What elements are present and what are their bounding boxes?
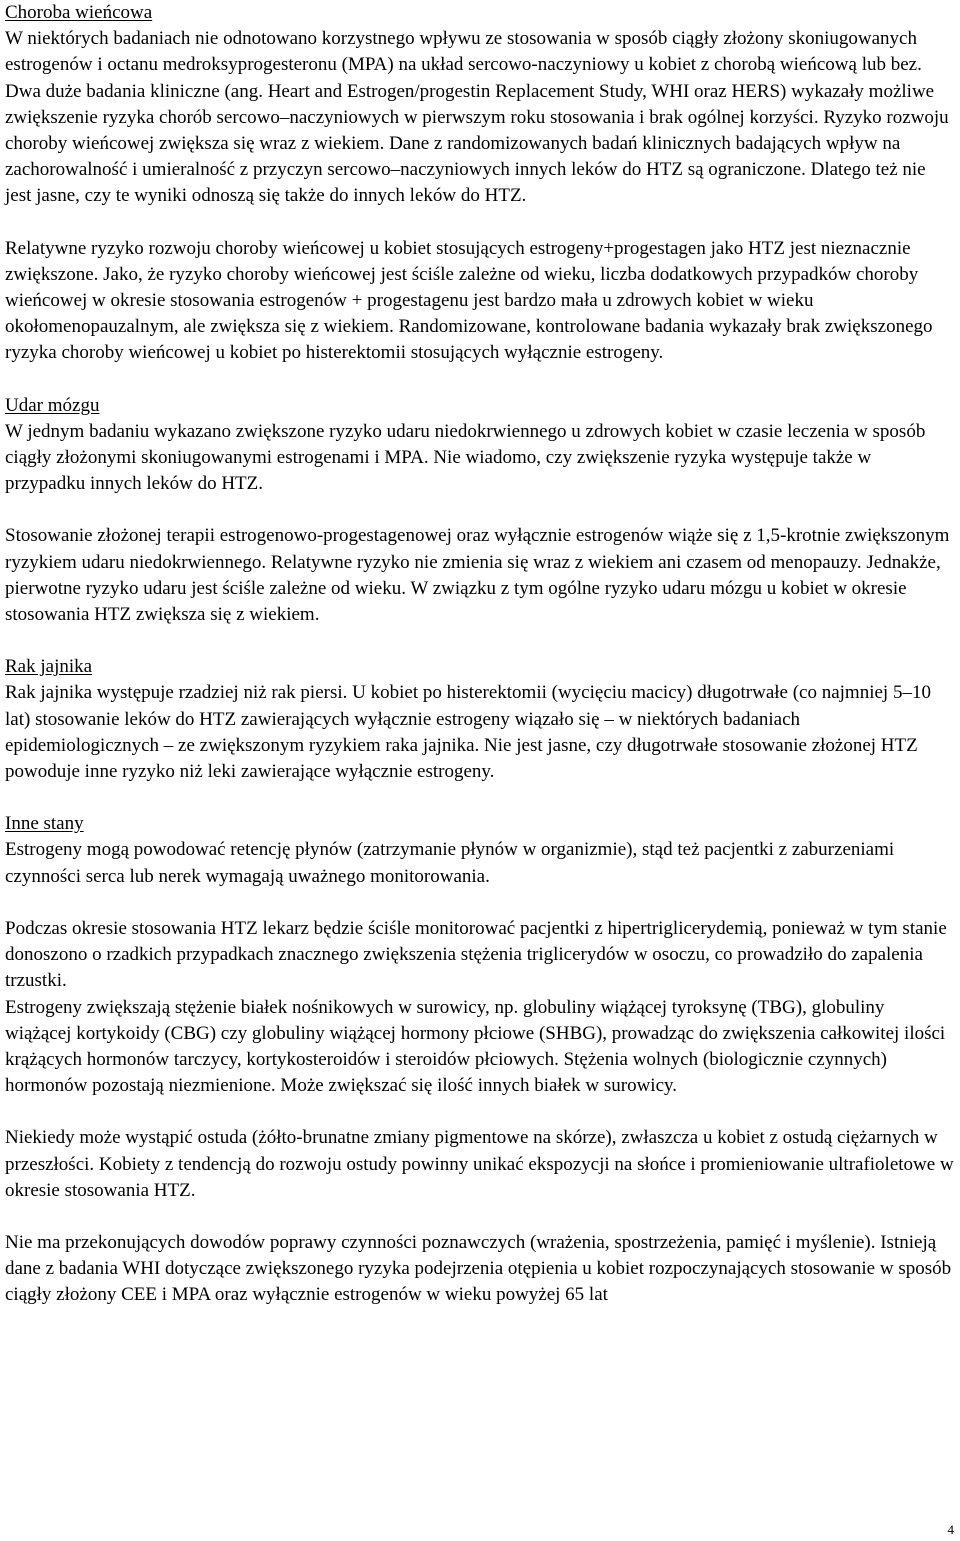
- paragraph: W jednym badaniu wykazano zwiększone ryzyko udaru niedokrwiennego u zdrowych kobiet w czasie leczenia w sposób ciągły złożonymi skoniugowanymi estrogenami i MPA. Nie wiadomo, czy zwiększenie ryzyka występuje także w przypadku innych leków do HTZ.: [5, 420, 926, 495]
- section-stroke: [5, 393, 955, 629]
- section-heading: Rak jajnika: [5, 656, 93, 678]
- paragraph: Estrogeny mogą powodować retencję płynów (zatrzymanie płynów w organizmie), stąd też pacjentki z zaburzeniami czynności serca lub nerek wymagają uważnego monitorowania.: [5, 839, 895, 887]
- paragraph: Podczas okresie stosowania HTZ lekarz będzie ściśle monitorować pacjentki z hipertriglicerydemią, ponieważ w tym stanie donoszono o rzadkich przypadkach znacznego zwiększenia stężenia triglicerydów w osoczu, co prowadziło do zapalenia trzustki.: [5, 917, 947, 992]
- document-page: [5, 0, 955, 1335]
- paragraph: Estrogeny zwiększają stężenie białek nośnikowych w surowicy, np. globuliny wiążącej tyroksynę (TBG), globuliny wiążącej kortykoidy (CBG) czy globuliny wiążącej hormony płciowe (SHBG), prowadząc do zwiększenia całkowitej ilości krążących hormonów tarczycy, kortykosteroidów i steroidów płciowych. Stężenia wolnych (biologicznie czynnych) hormonów pozostają niezmienione. Może zwiększać się ilość innych białek w surowicy.: [5, 996, 946, 1097]
- paragraph: W niektórych badaniach nie odnotowano korzystnego wpływu ze stosowania w sposób ciągły złożony skoniugowanych estrogenów i octanu medroksyprogesteronu (MPA) na układ sercowo-naczyniowy u kobiet z chorobą wieńcową lub bez. Dwa duże badania kliniczne (ang. Heart and Estrogen/progestin Replacement Study, WHI oraz HERS) wykazały możliwe zwiększenie ryzyka chorób sercowo–naczyniowych w pierwszym roku stosowania i brak ogólnej korzyści. Ryzyko rozwoju choroby wieńcowej zwiększa się wraz z wiekiem. Dane z randomizowanych badań klinicznych badających wpływ na zachorowalność i umieralność z przyczyn sercowo–naczyniowych innych leków do HTZ są ograniczone. Dlatego też nie jest jasne, czy te wyniki odnoszą się także do innych leków do HTZ.: [5, 28, 949, 207]
- section-heading: Inne stany: [5, 813, 84, 835]
- section-other-conditions: [5, 811, 955, 1308]
- paragraph: Niekiedy może wystąpić ostuda (żółto-brunatne zmiany pigmentowe na skórze), zwłaszcza u kobiet z ostudą ciężarnych w przeszłości. Kobiety z tendencją do rozwoju ostudy powinny unikać ekspozycji na słońce i promieniowanie ultrafioletowe w okresie stosowania HTZ.: [5, 1127, 954, 1201]
- paragraph: Rak jajnika występuje rzadziej niż rak piersi. U kobiet po histerektomii (wycięciu macicy) długotrwałe (co najmniej 5–10 lat) stosowanie leków do HTZ zawierających wyłącznie estrogeny wiązało się – w niektórych badaniach epidemiologicznych – ze zwiększonym ryzykiem raka jajnika. Nie jest jasne, czy długotrwałe stosowanie złożonej HTZ powoduje inne ryzyko niż leki zawierające wyłącznie estrogeny.: [5, 682, 931, 783]
- paragraph: Relatywne ryzyko rozwoju choroby wieńcowej u kobiet stosujących estrogeny+progestagen jako HTZ jest nieznacznie zwiększone. Jako, że ryzyko choroby wieńcowej jest ściśle zależne od wieku, liczba dodatkowych przypadków choroby wieńcowej w okresie stosowania estrogenów + progestagenu jest bardzo mała u zdrowych kobiet w wieku okołomenopauzalnym, ale zwiększa się z wiekiem. Randomizowane, kontrolowane badania wykazały brak zwiększonego ryzyka choroby wieńcowej u kobiet po histerektomii stosujących wyłącznie estrogeny.: [5, 237, 933, 364]
- section-ovarian-cancer: [5, 654, 955, 785]
- section-heading: Udar mózgu: [5, 394, 100, 416]
- page-number: 4: [947, 1522, 954, 1537]
- section-coronary-disease: [5, 0, 955, 367]
- paragraph: Nie ma przekonujących dowodów poprawy czynności poznawczych (wrażenia, spostrzeżenia, pamięć i myślenie). Istnieją dane z badania WHI dotyczące zwiększonego ryzyka podejrzenia otępienia u kobiet rozpoczynających stosowanie w sposób ciągły złożony CEE i MPA oraz wyłącznie estrogenów w wieku powyżej 65 lat: [5, 1231, 952, 1306]
- section-heading: Choroba wieńcowa: [5, 2, 153, 23]
- paragraph: Stosowanie złożonej terapii estrogenowo-progestagenowej oraz wyłącznie estrogenów wiąże się z 1,5-krotnie zwiększonym ryzykiem udaru niedokrwiennego. Relatywne ryzyko nie zmienia się wraz z wiekiem ani czasem od menopauzy. Jednakże, pierwotne ryzyko udaru jest ściśle zależne od wieku. W związku z tym ogólne ryzyko udaru mózgu u kobiet w okresie stosowania HTZ zwiększa się z wiekiem.: [5, 525, 950, 626]
